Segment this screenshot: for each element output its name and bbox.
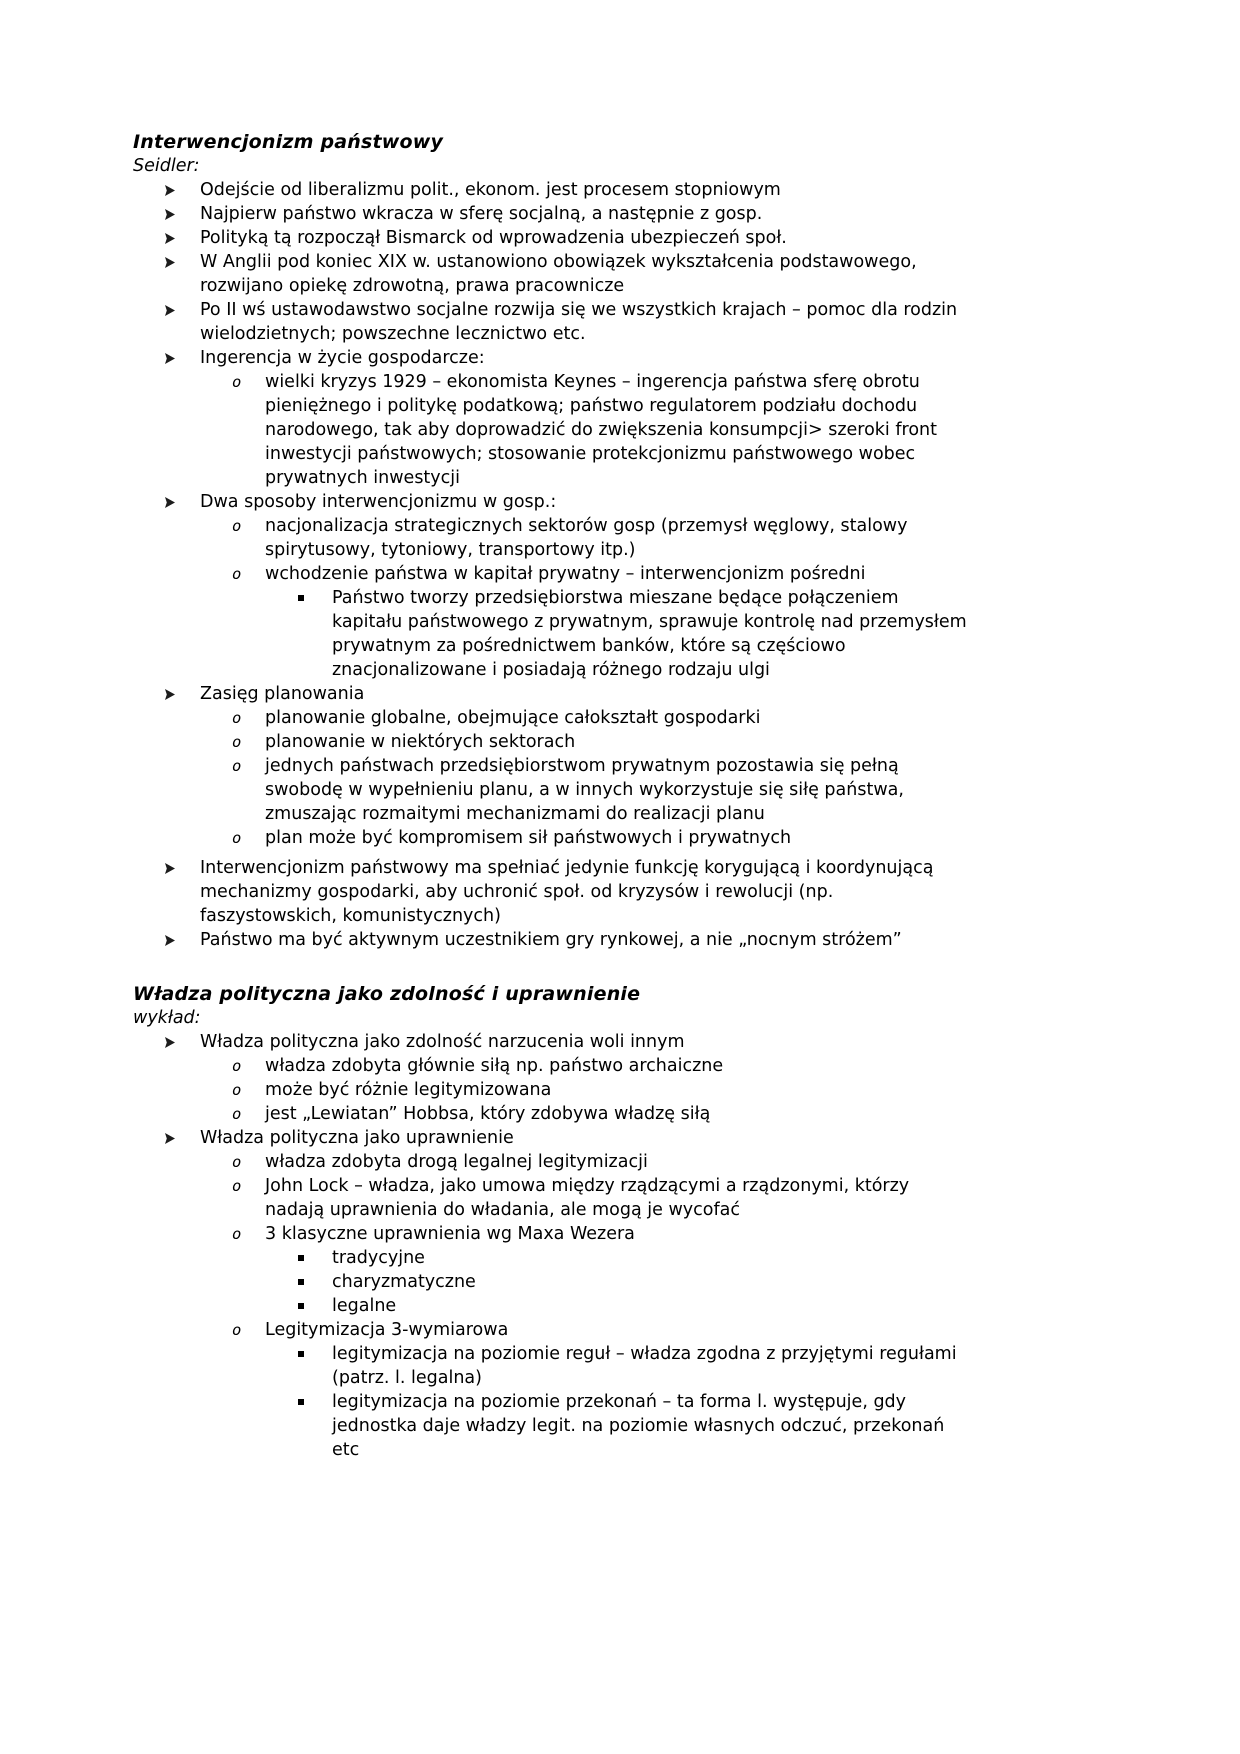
o-bullet-icon: o — [232, 565, 242, 583]
list-item — [232, 1222, 969, 1246]
list-item-text: Władza polityczna jako uprawnienie — [200, 1128, 514, 1148]
section-subtitle: wykład: — [133, 1008, 201, 1028]
arrowhead-bullet-icon — [165, 346, 200, 364]
list-item-text: legitymizacja na poziomie przekonań – ta forma l. występuje, gdy jednostka daje władzy legit. na poziomie własnych odczuć, przekonań etc — [332, 1392, 945, 1460]
list-item-text: Polityką tą rozpoczął Bismarck od wprowadzenia ubezpieczeń społ. — [200, 228, 787, 248]
square-bullet-icon — [298, 1246, 332, 1261]
list-item-text: plan może być kompromisem sił państwowych i prywatnych — [265, 828, 792, 848]
list-item — [232, 514, 969, 562]
list-item-text: W Anglii pod koniec XIX w. ustanowiono obowiązek wykształcenia podstawowego, rozwijano opiekę zdrowotną, prawa pracownicze — [200, 252, 917, 296]
square-bullet-icon — [298, 1294, 332, 1309]
list-item-text: jednych państwach przedsiębiorstwom prywatnym pozostawia się pełną swobodę w wypełnieniu planu, a w innych wykorzystuje się siłę państwa, zmuszając rozmaitymi mechanizmami do realizacji planu — [265, 756, 904, 824]
list-item — [165, 178, 969, 202]
o-bullet-icon: o — [232, 1321, 242, 1339]
list-item-text: nacjonalizacja strategicznych sektorów gosp (przemysł węglowy, stalowy spirytusowy, tytoniowy, transportowy itp.) — [265, 516, 908, 560]
list-item-text: może być różnie legitymizowana — [265, 1080, 552, 1100]
list-item — [165, 856, 969, 928]
arrowhead-bullet-icon — [165, 178, 200, 196]
arrowhead-bullet-icon — [165, 1030, 200, 1048]
list-item-text: planowanie globalne, obejmujące całokształt gospodarki — [265, 708, 761, 728]
o-bullet-icon: o — [232, 373, 242, 391]
list-item-text: planowanie w niektórych sektorach — [265, 732, 576, 752]
o-bullet-icon: o — [232, 517, 242, 535]
list-item-text: legitymizacja na poziomie reguł – władza zgodna z przyjętymi regułami (patrz. l. legalna) — [332, 1344, 957, 1388]
section — [133, 982, 969, 1462]
square-bullet-icon — [298, 1270, 332, 1285]
o-bullet-icon: o — [232, 1057, 242, 1075]
list-item-text: tradycyjne — [332, 1248, 425, 1268]
section — [133, 130, 969, 952]
square-bullet-icon — [298, 1390, 332, 1405]
list-item-text: Państwo ma być aktywnym uczestnikiem gry rynkowej, a nie „nocnym stróżem” — [200, 930, 902, 950]
list-item — [165, 202, 969, 226]
arrowhead-bullet-icon — [165, 226, 200, 244]
o-bullet-icon: o — [232, 1225, 242, 1243]
list-item — [298, 1294, 969, 1318]
list-item — [298, 1390, 969, 1462]
list-item — [232, 1150, 969, 1174]
list-item — [232, 562, 969, 586]
arrowhead-bullet-icon — [165, 928, 200, 946]
list-item-text: Zasięg planowania — [200, 684, 365, 704]
section-title: Władza polityczna jako zdolność i uprawnienie — [133, 983, 641, 1005]
arrowhead-bullet-icon — [165, 682, 200, 700]
list-item-text: John Lock – władza, jako umowa między rządzącymi a rządzonymi, którzy nadają uprawnienia do władania, ale mogą je wycofać — [265, 1176, 910, 1220]
section-items — [133, 178, 969, 952]
list-item-text: charyzmatyczne — [332, 1272, 476, 1292]
section-title: Interwencjonizm państwowy — [133, 131, 444, 153]
list-item-text: wielki kryzys 1929 – ekonomista Keynes – ingerencja państwa sferę obrotu pieniężnego i politykę podatkową; państwo regulatorem podziału dochodu narodowego, tak aby doprowadzić do zwiększenia konsumpcji> szeroki front inwestycji państwowych; stosowanie protekcjonizmu państwowego wobec prywatnych inwestycji — [265, 372, 937, 488]
list-item-text: Ingerencja w życie gospodarcze: — [200, 348, 485, 368]
list-item — [298, 1270, 969, 1294]
o-bullet-icon: o — [232, 1177, 242, 1195]
list-item — [165, 682, 969, 706]
o-bullet-icon: o — [232, 829, 242, 847]
list-item — [232, 1054, 969, 1078]
o-bullet-icon: o — [232, 733, 242, 751]
arrowhead-bullet-icon — [165, 202, 200, 220]
o-bullet-icon: o — [232, 757, 242, 775]
list-item — [232, 730, 969, 754]
list-item — [165, 226, 969, 250]
list-item-text: Po II wś ustawodawstwo socjalne rozwija się we wszystkich krajach – pomoc dla rodzin wielodzietnych; powszechne lecznictwo etc. — [200, 300, 958, 344]
list-item-text: Legitymizacja 3-wymiarowa — [265, 1320, 509, 1340]
o-bullet-icon: o — [232, 709, 242, 727]
list-item — [165, 346, 969, 370]
square-bullet-icon — [298, 586, 332, 601]
list-item — [298, 1342, 969, 1390]
arrowhead-bullet-icon — [165, 490, 200, 508]
list-item — [232, 1174, 969, 1222]
list-item — [232, 706, 969, 730]
o-bullet-icon: o — [232, 1153, 242, 1171]
list-item-text: Najpierw państwo wkracza w sferę socjalną, a następnie z gosp. — [200, 204, 763, 224]
arrowhead-bullet-icon — [165, 298, 200, 316]
list-item-text: władza zdobyta głównie siłą np. państwo archaiczne — [265, 1056, 724, 1076]
list-item — [232, 1078, 969, 1102]
section-items — [133, 1030, 969, 1462]
list-item — [298, 1246, 969, 1270]
list-item-text: wchodzenie państwa w kapitał prywatny – interwencjonizm pośredni — [265, 564, 866, 584]
list-item — [165, 298, 969, 346]
list-item — [165, 928, 969, 952]
list-item — [165, 1030, 969, 1054]
list-item-text: władza zdobyta drogą legalnej legitymizacji — [265, 1152, 648, 1172]
list-item-text: Odejście od liberalizmu polit., ekonom. jest procesem stopniowym — [200, 180, 781, 200]
list-item-text: Władza polityczna jako zdolność narzucenia woli innym — [200, 1032, 685, 1052]
list-item — [232, 370, 969, 490]
list-item — [165, 1126, 969, 1150]
document-content — [133, 130, 969, 1462]
list-item-text: jest „Lewiatan” Hobbsa, który zdobywa władzę siłą — [265, 1104, 711, 1124]
list-item-text: 3 klasyczne uprawnienia wg Maxa Wezera — [265, 1224, 635, 1244]
list-item — [232, 754, 969, 826]
o-bullet-icon: o — [232, 1105, 242, 1123]
arrowhead-bullet-icon — [165, 250, 200, 268]
list-item-text: legalne — [332, 1296, 397, 1316]
list-item — [298, 586, 969, 682]
arrowhead-bullet-icon — [165, 856, 200, 874]
square-bullet-icon — [298, 1342, 332, 1357]
list-item — [232, 1318, 969, 1342]
o-bullet-icon: o — [232, 1081, 242, 1099]
section-subtitle: Seidler: — [133, 156, 200, 176]
list-item — [165, 250, 969, 298]
list-item — [232, 1102, 969, 1126]
list-item-text: Dwa sposoby interwencjonizmu w gosp.: — [200, 492, 557, 512]
list-item — [165, 490, 969, 514]
list-item-text: Państwo tworzy przedsiębiorstwa mieszane będące połączeniem kapitału państwowego z prywatnym, sprawuje kontrolę nad przemysłem prywatnym za pośrednictwem banków, które są częściowo znacjonalizowane i posiadają różnego rodzaju ulgi — [332, 588, 967, 680]
list-item — [232, 826, 969, 850]
list-item-text: Interwencjonizm państwowy ma spełniać jedynie funkcję korygującą i koordynującą mechanizmy gospodarki, aby uchronić społ. od kryzysów i rewolucji (np. faszystowskich, komunistycznych) — [200, 858, 934, 926]
arrowhead-bullet-icon — [165, 1126, 200, 1144]
